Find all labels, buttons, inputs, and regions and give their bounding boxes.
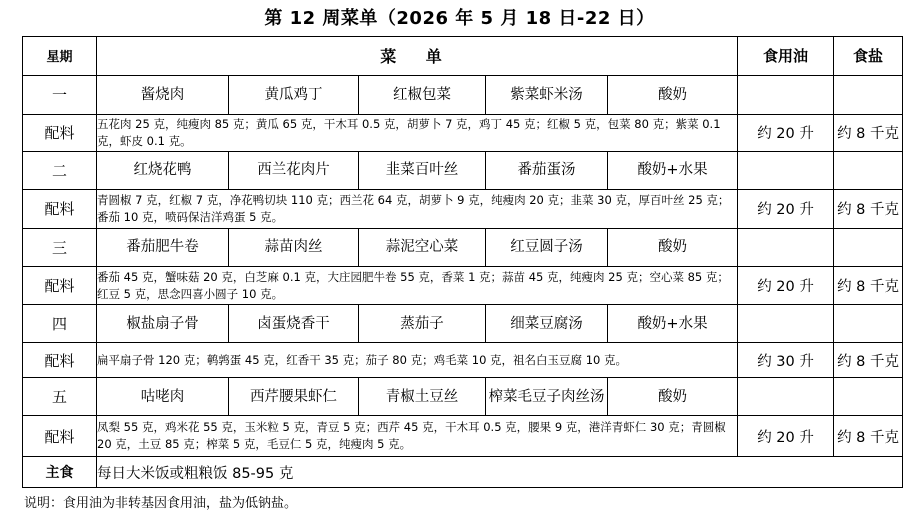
header-day: 星期 [23, 37, 97, 76]
staple-row [23, 457, 903, 488]
dish-cell: 青椒土豆丝 [359, 378, 486, 416]
oil-amount: 约 20 升 [738, 189, 834, 228]
dish-cell: 酸奶 [608, 228, 738, 266]
empty-cell [738, 305, 834, 343]
staple-label: 主食 [23, 457, 97, 488]
header-oil: 食用油 [738, 37, 834, 76]
day-label: 三 [23, 228, 97, 266]
ingredient-label: 配料 [23, 416, 97, 457]
dish-row [23, 228, 903, 266]
dish-cell: 西芹腰果虾仁 [229, 378, 359, 416]
ingredient-text: 青圆椒 7 克，红椒 7 克，净花鸭切块 110 克；西兰花 64 克，胡萝卜 9 克，纯瘦肉 20 克；韭菜 30 克，厚百叶丝 25 克；番茄 10 克，喷码保洁洋鸡蛋 5 克。 [97, 189, 738, 228]
day-label: 二 [23, 151, 97, 189]
salt-amount: 约 8 千克 [834, 114, 903, 151]
staple-text: 每日大米饭或粗粮饭 85-95 克 [97, 457, 903, 488]
header-row [23, 37, 903, 76]
dish-row [23, 305, 903, 343]
salt-amount: 约 8 千克 [834, 343, 903, 378]
footnote: 说明：食用油为非转基因食用油，盐为低钠盐。 [24, 496, 298, 511]
dish-cell: 蒸茄子 [359, 305, 486, 343]
dish-cell: 紫菜虾米汤 [486, 75, 608, 114]
ingredient-label: 配料 [23, 343, 97, 378]
header-menu: 菜 单 [97, 37, 738, 76]
dish-cell: 酸奶+水果 [608, 151, 738, 189]
dish-cell: 蒜苗肉丝 [229, 228, 359, 266]
empty-cell [834, 378, 903, 416]
empty-cell [834, 305, 903, 343]
day-label: 一 [23, 75, 97, 114]
ingredient-text: 扁平扇子骨 120 克；鹌鹑蛋 45 克，红香干 35 克；茄子 80 克；鸡毛菜 10 克，祖名白玉豆腐 10 克。 [97, 343, 738, 378]
empty-cell [738, 75, 834, 114]
dish-cell: 红豆圆子汤 [486, 228, 608, 266]
day-label: 四 [23, 305, 97, 343]
menu-table [22, 36, 903, 488]
oil-amount: 约 30 升 [738, 343, 834, 378]
dish-row [23, 378, 903, 416]
ingredient-row [23, 343, 903, 378]
dish-cell: 酸奶 [608, 378, 738, 416]
dish-row [23, 151, 903, 189]
salt-amount: 约 8 千克 [834, 189, 903, 228]
dish-cell: 西兰花肉片 [229, 151, 359, 189]
dish-cell: 咕咾肉 [97, 378, 229, 416]
dish-cell: 椒盐扇子骨 [97, 305, 229, 343]
dish-cell: 细菜豆腐汤 [486, 305, 608, 343]
dish-cell: 番茄蛋汤 [486, 151, 608, 189]
dish-cell: 酱烧肉 [97, 75, 229, 114]
ingredient-row [23, 189, 903, 228]
dish-cell: 酸奶 [608, 75, 738, 114]
dish-cell: 黄瓜鸡丁 [229, 75, 359, 114]
day-label: 五 [23, 378, 97, 416]
oil-amount: 约 20 升 [738, 416, 834, 457]
ingredient-row [23, 266, 903, 305]
salt-amount: 约 8 千克 [834, 416, 903, 457]
dish-cell: 韭菜百叶丝 [359, 151, 486, 189]
oil-amount: 约 20 升 [738, 114, 834, 151]
header-salt: 食盐 [834, 37, 903, 76]
empty-cell [834, 228, 903, 266]
dish-cell: 番茄肥牛卷 [97, 228, 229, 266]
ingredient-label: 配料 [23, 114, 97, 151]
page-title: 第 12 周菜单（2026 年 5 月 18 日-22 日） [264, 8, 655, 29]
ingredient-text: 番茄 45 克，蟹味菇 20 克，白芝麻 0.1 克，大庄园肥牛卷 55 克，香菜 1 克；蒜苗 45 克，纯瘦肉 25 克；空心菜 85 克；红豆 5 克，思念四喜小圆子 10 克。 [97, 266, 738, 305]
dish-row [23, 75, 903, 114]
empty-cell [834, 151, 903, 189]
ingredient-text: 五花肉 25 克，纯瘦肉 85 克；黄瓜 65 克，干木耳 0.5 克，胡萝卜 7 克，鸡丁 45 克；红椒 5 克，包菜 80 克；紫菜 0.1 克，虾皮 0.1 克。 [97, 114, 738, 151]
dish-cell: 卤蛋烧香干 [229, 305, 359, 343]
empty-cell [738, 228, 834, 266]
ingredient-row [23, 114, 903, 151]
dish-cell: 榨菜毛豆子肉丝汤 [486, 378, 608, 416]
ingredient-label: 配料 [23, 189, 97, 228]
salt-amount: 约 8 千克 [834, 266, 903, 305]
ingredient-row [23, 416, 903, 457]
ingredient-label: 配料 [23, 266, 97, 305]
empty-cell [738, 151, 834, 189]
empty-cell [738, 378, 834, 416]
dish-cell: 红烧花鸭 [97, 151, 229, 189]
oil-amount: 约 20 升 [738, 266, 834, 305]
dish-cell: 酸奶+水果 [608, 305, 738, 343]
dish-cell: 蒜泥空心菜 [359, 228, 486, 266]
empty-cell [834, 75, 903, 114]
ingredient-text: 凤梨 55 克，鸡米花 55 克，玉米粒 5 克，青豆 5 克；西芹 45 克，干木耳 0.5 克，腰果 9 克，港洋青虾仁 30 克；青圆椒 20 克，土豆 85 克；榨菜 5 克，毛豆仁 5 克，纯瘦肉 5 克。 [97, 416, 738, 457]
dish-cell: 红椒包菜 [359, 75, 486, 114]
